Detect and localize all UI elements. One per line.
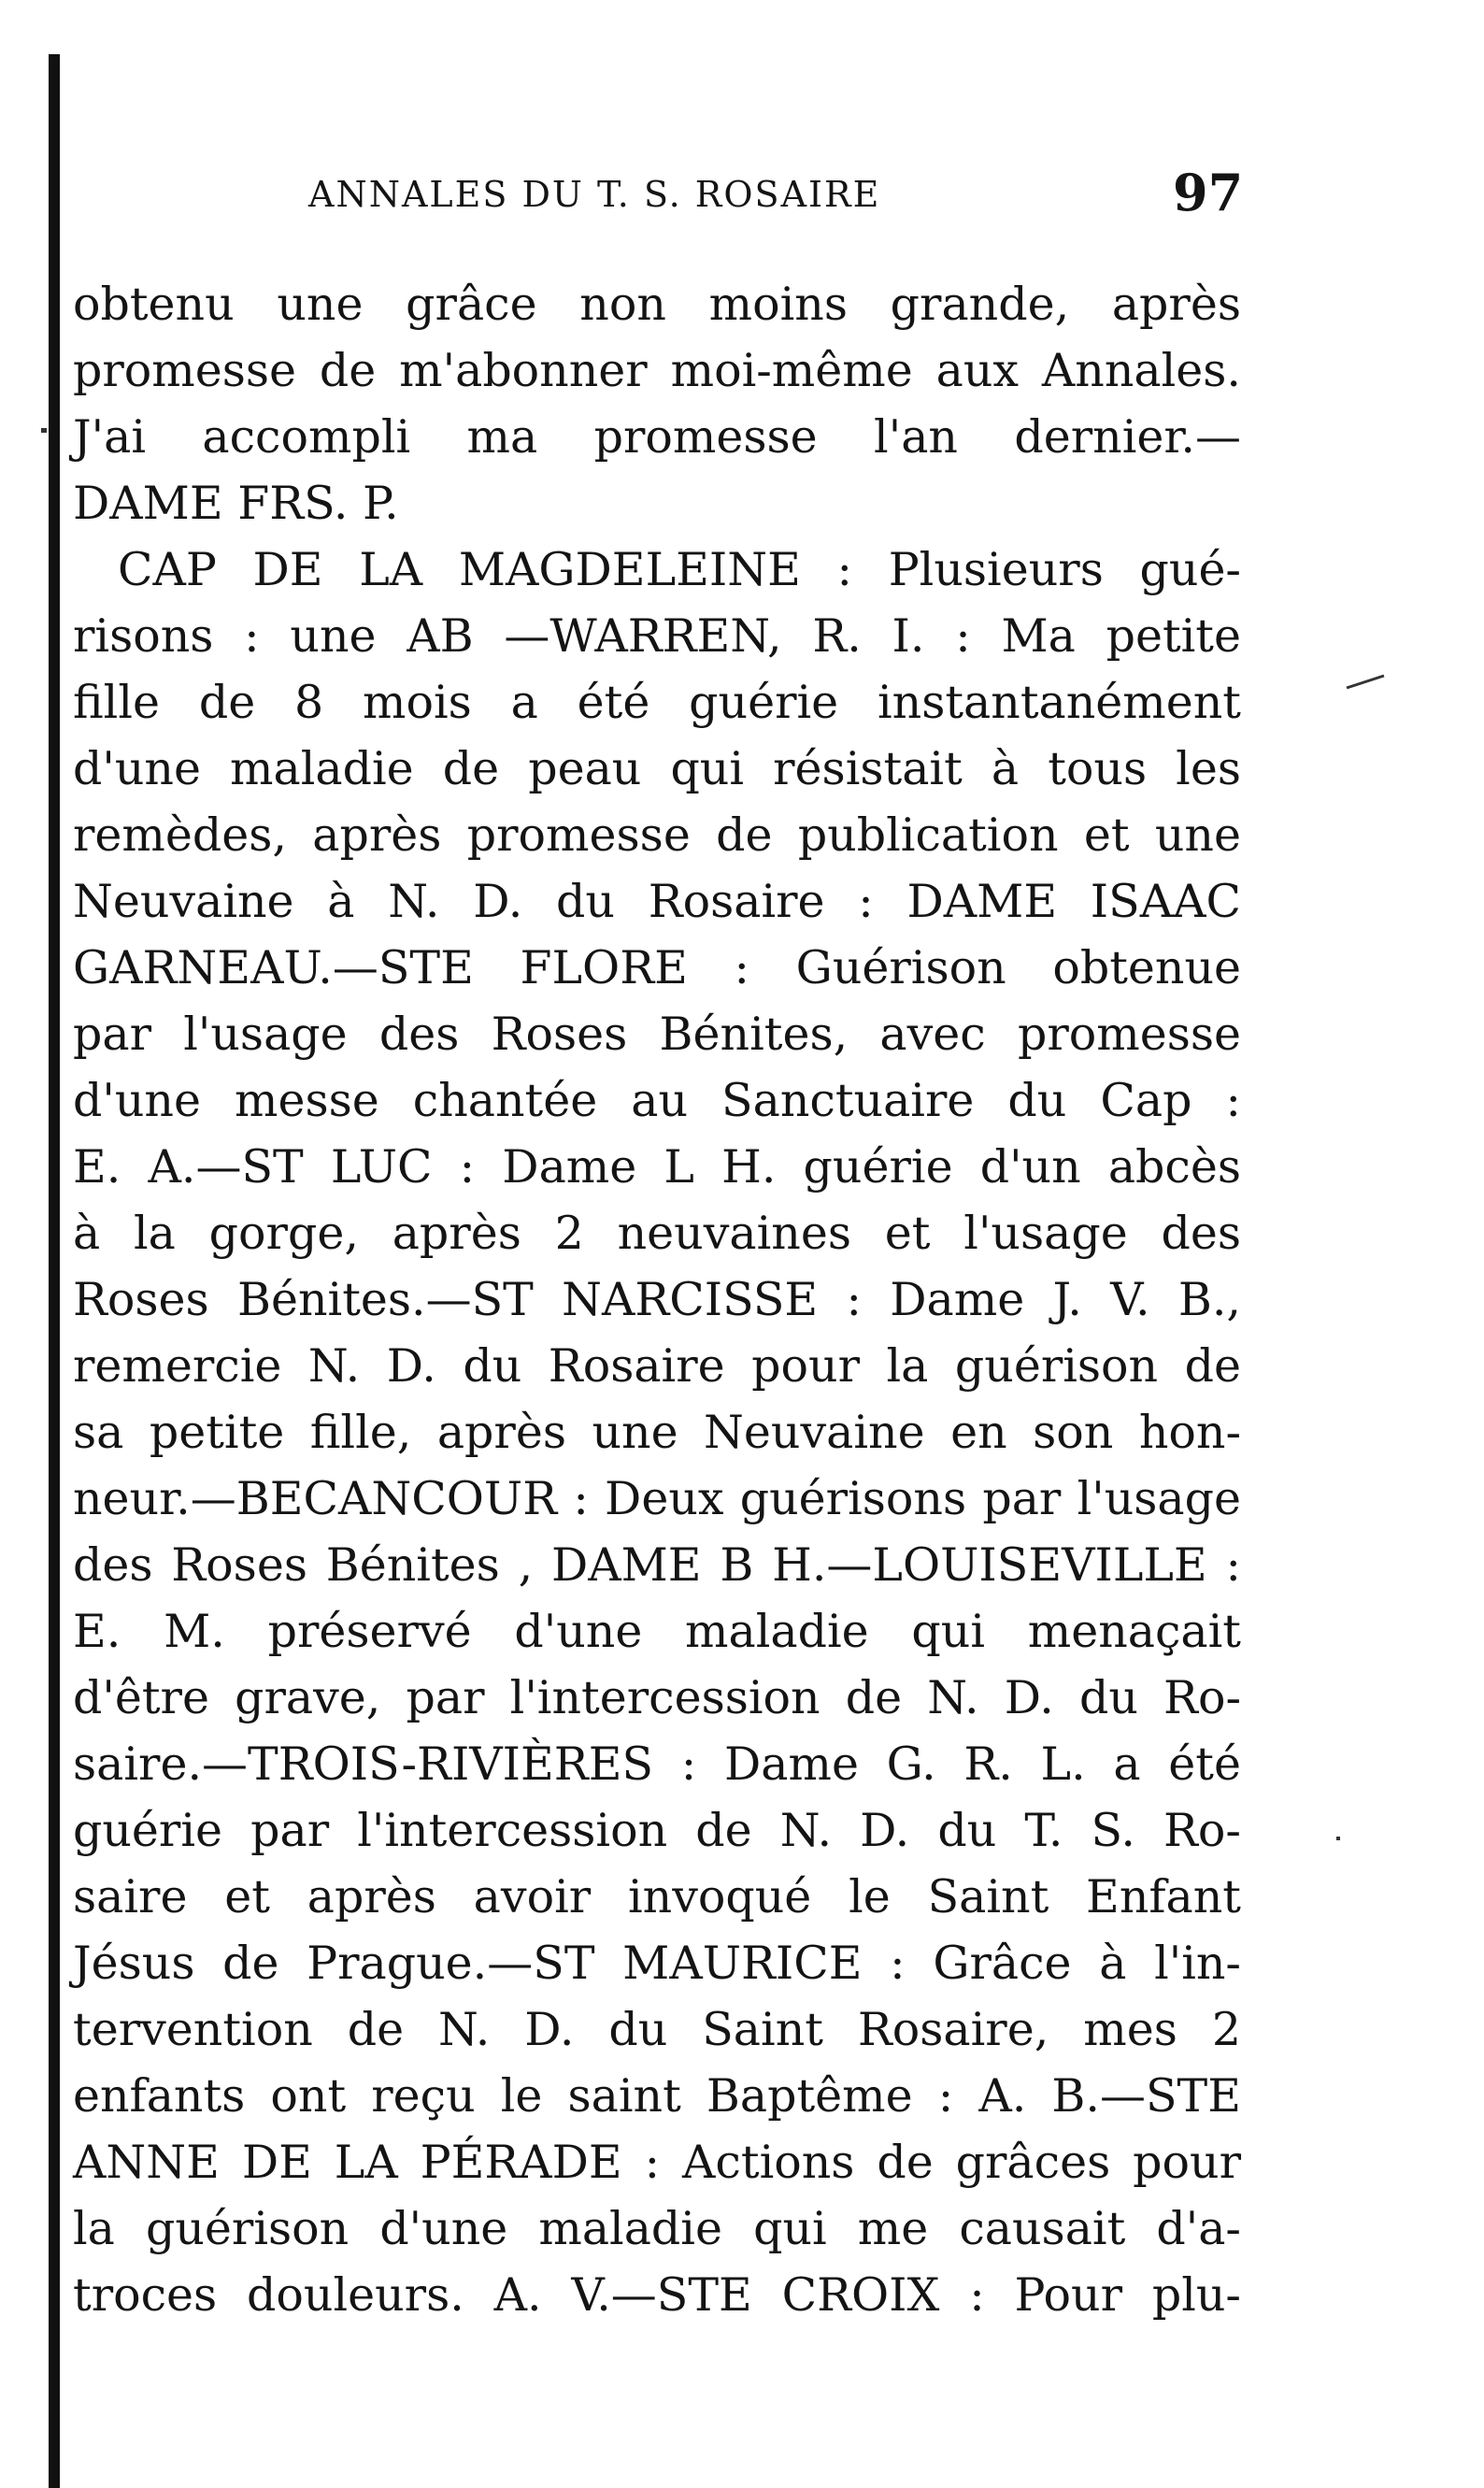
page-header <box>0 163 1484 224</box>
text-line: guérie par l'intercession de N. D. du T. S. Ro- <box>73 1804 1241 1857</box>
text-line: Jésus de Prague.—ST MAURICE : Grâce à l'in- <box>73 1937 1241 1990</box>
text-line: GARNEAU.—STE FLORE : Guérison obtenue <box>73 941 1241 994</box>
text-line: DAME FRS. P. <box>73 477 399 530</box>
text-line: Roses Bénites.—ST NARCISSE : Dame J. V. B., <box>73 1273 1241 1326</box>
text-line: d'être grave, par l'intercession de N. D. du Ro- <box>73 1671 1241 1724</box>
text-line: J'ai accompli ma promesse l'an dernier.— <box>73 410 1241 464</box>
text-line: troces douleurs. A. V.—STE CROIX : Pour plu- <box>73 2268 1241 2322</box>
text-line: saire.—TROIS-RIVIÈRES : Dame G. R. L. a été <box>73 1737 1241 1791</box>
text-line: E. A.—ST LUC : Dame L H. guérie d'un abcès <box>73 1140 1241 1194</box>
text-line: enfants ont reçu le saint Baptême : A. B.—STE <box>73 2069 1241 2123</box>
text-line: par l'usage des Roses Bénites, avec promesse <box>73 1008 1241 1061</box>
text-line: CAP DE LA MAGDELEINE : Plusieurs gué- <box>118 543 1241 596</box>
text-line: des Roses Bénites , DAME B H.—LOUISEVILLE : <box>73 1538 1241 1592</box>
text-line: saire et après avoir invoqué le Saint Enfant <box>73 1870 1241 1923</box>
text-line: à la gorge, après 2 neuvaines et l'usage des <box>73 1207 1241 1260</box>
text-line: ANNE DE LA PÉRADE : Actions de grâces pour <box>73 2136 1241 2189</box>
text-line: obtenu une grâce non moins grande, après <box>73 278 1241 331</box>
text-line: d'une maladie de peau qui résistait à tous les <box>73 742 1241 795</box>
body-text <box>73 271 1241 2328</box>
stray-mark <box>1347 675 1385 690</box>
page-number: 97 <box>1173 163 1244 222</box>
text-line: la guérison d'une maladie qui me causait d'a- <box>73 2202 1241 2255</box>
text-line: promesse de m'abonner moi-même aux Annales. <box>73 344 1241 397</box>
text-line: E. M. préservé d'une maladie qui menaçait <box>73 1605 1241 1658</box>
text-line: sa petite fille, après une Neuvaine en son hon- <box>73 1406 1241 1459</box>
running-title: ANNALES DU T. S. ROSAIRE <box>308 174 881 215</box>
text-line: remercie N. D. du Rosaire pour la guérison de <box>73 1339 1241 1393</box>
text-line: neur.—BECANCOUR : Deux guérisons par l'usage <box>73 1472 1241 1525</box>
stray-mark <box>1336 1837 1340 1840</box>
text-line: d'une messe chantée au Sanctuaire du Cap : <box>73 1074 1241 1127</box>
text-line: Neuvaine à N. D. du Rosaire : DAME ISAAC <box>73 875 1241 928</box>
binding-edge <box>49 54 60 2488</box>
text-line: risons : une AB —WARREN, R. I. : Ma petite <box>73 609 1241 663</box>
text-line: remèdes, après promesse de publication et une <box>73 808 1241 862</box>
text-line: fille de 8 mois a été guérie instantanément <box>73 676 1241 729</box>
text-line: tervention de N. D. du Saint Rosaire, mes 2 <box>73 2003 1241 2056</box>
stray-mark <box>41 428 47 433</box>
